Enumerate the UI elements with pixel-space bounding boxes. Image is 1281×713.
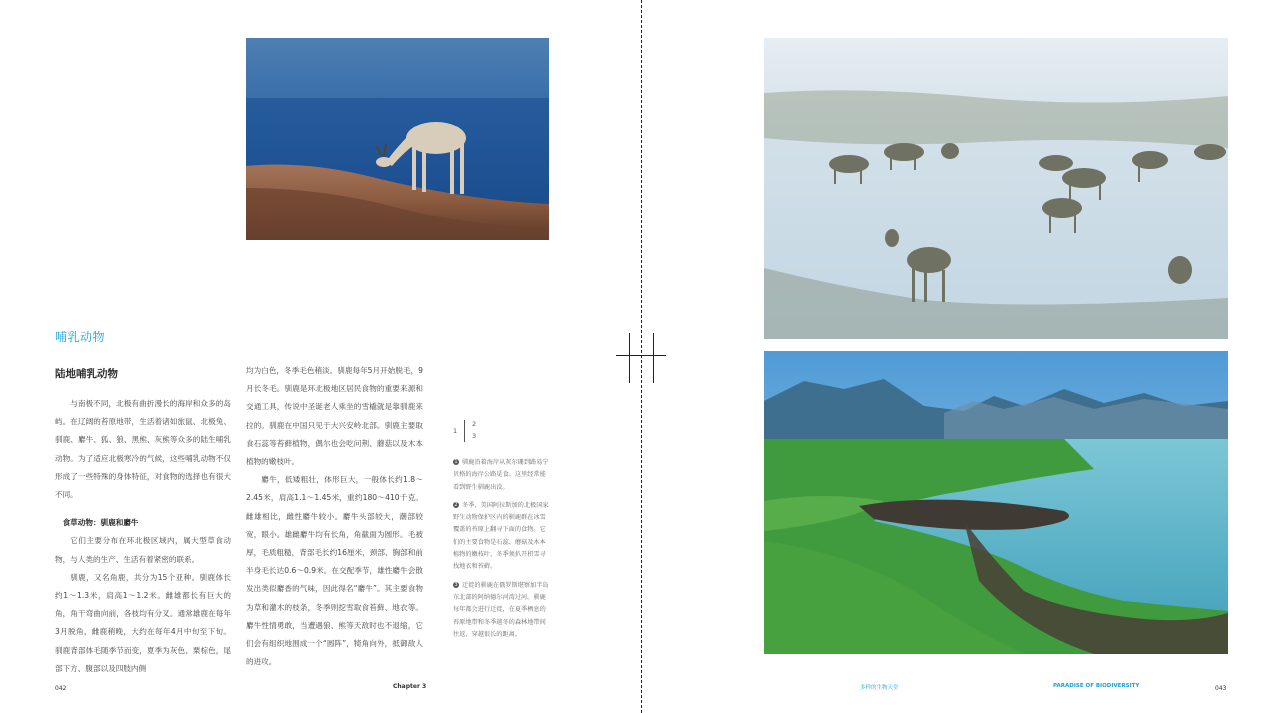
caption-column: [453, 457, 550, 647]
crop-mark-vertical-left: [629, 333, 630, 383]
footer-chinese-title: 多样的生物天堂: [860, 685, 899, 691]
heading-herbivores: 食草动物：驯鹿和麝牛: [62, 518, 139, 528]
caption-item: [453, 457, 550, 494]
body-column-2: [246, 362, 423, 671]
caption-number-badge: 3: [454, 581, 458, 588]
page-number-left: 042: [55, 685, 67, 692]
caption-text: 驯鹿沿着海岸从灰尔珊到路易宁贝格的海岸公路觅食。这里经常能看到野生驯鹿出没。: [453, 459, 549, 491]
crop-mark-vertical-right: [653, 333, 654, 383]
subsection-title: 陆地哺乳动物: [55, 368, 118, 380]
ref-divider: [464, 420, 465, 442]
ref-number-3: 3: [472, 432, 477, 440]
photo-reindeer-in-snow: [764, 38, 1228, 339]
chapter-label: Chapter 3: [393, 683, 427, 690]
page-fold-line: [641, 0, 642, 713]
paragraph-herbivores: 它们主要分布在环北极区域内，属大型草食动物，与人类的生产、生活有着紧密的联系。: [55, 536, 231, 564]
paragraph-reindeer-cont: 均为白色，冬季毛色稍淡。驯鹿每年5月开始脱毛，9月长冬毛。驯鹿是环北极地区居民食物的重要来源和交通工具，传说中圣诞老人乘坐的雪橇就是靠驯鹿来拉的。驯鹿在中国只见于大兴安岭北部。驯鹿主要取食石蕊等苔藓植物，偶尔也会吃问荆、蘑菇以及木本植物的嫩枝叶。: [246, 366, 423, 467]
caption-text: 冬季，美国阿拉斯加的北极国家野生动物保护区内的驯鹿群在冰雪覆盖的苔原上翻寻下面的食物。它们的主要食物是石蕊、蘑菇及木本植物的嫩枝叶，冬季须扒开积雪寻找地衣和苔藓。: [453, 501, 549, 571]
ref-number-1: 1: [453, 427, 458, 435]
section-title: 哺乳动物: [55, 330, 106, 344]
body-column-1: [55, 395, 231, 678]
photo-reindeer-river-crossing: [764, 351, 1228, 654]
paragraph-intro: 与南极不同，北极有曲折漫长的海岸和众多的岛屿。在辽阔的苔原地带，生活着诸如旅鼠、北极兔、驯鹿、麝牛、狐、狼、黑熊、灰熊等众多的陆生哺乳动物。为了适应北极寒冷的气候，这些哺乳动物不仅形成了一些特殊的身体特征，对食物的选择也有很大不同。: [55, 399, 231, 500]
caption-number-badge: 2: [454, 501, 458, 508]
caption-text: 迁徙的驯鹿在俄罗斯堪察加半岛东北部的阿纳德尔河湾过河。驯鹿每年都会进行迁徙，在夏季栖息的苔原地带和冬季越冬的森林地带间往返，穿越很长的距离。: [453, 581, 549, 638]
paragraph-reindeer: 驯鹿，又名角鹿，共分为15个亚种。驯鹿体长约1～1.3米，肩高1～1.2米。雌雄都长有巨大的角，角干弯曲向前，各枝均有分叉。通常雄鹿在每年3月脱角，雌鹿稍晚，大约在每年4月中旬至下旬。驯鹿背部体毛随季节而变，夏季为灰色、栗棕色，尾部下方、腹部以及四肢内侧: [55, 572, 231, 673]
paragraph-muskox: 麝牛，低矮粗壮，体形巨大，一般体长约1.8～2.45米，肩高1.1～1.45米，重约180～410千克。雌雄相比，雌性麝牛较小。麝牛头部较大，潮部较宽，眼小。雄雌麝牛均有长角，角截面为圆形。毛被厚，毛质粗糙，背部毛长约16厘米，颈部、胸部和前半身毛长达0.6～0.9米。在交配季节，雄性麝牛会散发出类似麝香的气味，因此得名“麝牛”。其主要食物为草和灌木的枝条，冬季则挖雪取食苔藓、地衣等。麝牛性情勇敢，当遭遇狼、熊等天敌时也不退缩，它们会有组织地围成一个“圆阵”，犄角向外，抵御敌人的进攻。: [246, 475, 423, 667]
page-number-right: 043: [1215, 685, 1227, 692]
caption-number-badge: 1: [454, 459, 458, 465]
caption-item: [453, 500, 550, 574]
crop-mark-horizontal: [616, 355, 666, 356]
photo-reference-grid: [453, 420, 493, 444]
footer-english-title: PARADISE OF BIODIVERSITY: [1053, 683, 1140, 689]
caption-item: [453, 580, 550, 641]
ref-number-2: 2: [472, 420, 477, 428]
photo-reindeer-by-sea: [246, 38, 549, 240]
